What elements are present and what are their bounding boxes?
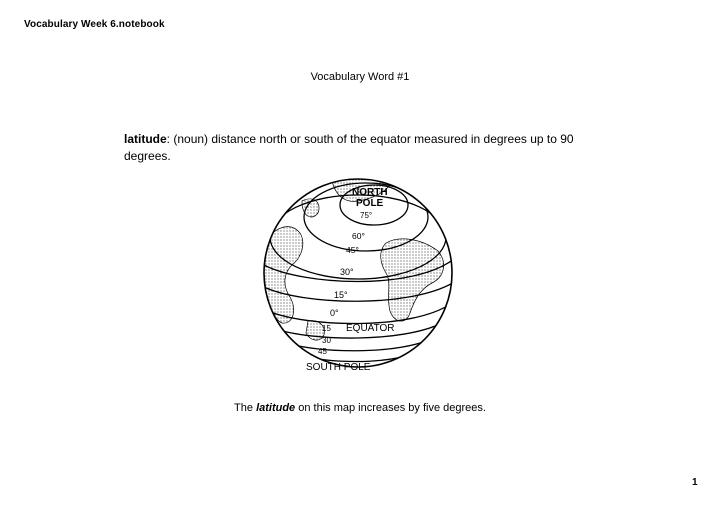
latitude-label-15: 15° [334, 290, 348, 300]
page-number: 1 [692, 477, 698, 488]
definition-term: latitude [124, 132, 167, 146]
document-title: Vocabulary Week 6.notebook [24, 19, 165, 30]
latitude-label-30: 30° [340, 267, 354, 277]
caption-after: on this map increases by five degrees. [295, 402, 486, 414]
definition-separator: : [166, 132, 171, 146]
latitude-label-s30: 30 [322, 336, 331, 345]
globe-svg [262, 173, 462, 381]
latitude-label-45: 45° [346, 245, 359, 255]
latitude-globe-illustration [262, 173, 462, 381]
definition-text [124, 131, 604, 165]
equator-label: EQUATOR [346, 323, 395, 334]
definition-body: (noun) distance north or south of the equator measured in degrees up to 90 degrees. [124, 132, 574, 163]
latitude-label-0: 0° [330, 308, 339, 318]
latitude-label-60: 60° [352, 231, 365, 241]
caption-before: The [234, 402, 257, 414]
latitude-label-s15: 15 [322, 324, 331, 333]
south-pole-label: SOUTH POLE [306, 362, 371, 373]
vocabulary-word-heading: Vocabulary Word #1 [310, 71, 410, 83]
latitude-label-s45: 45 [318, 347, 327, 356]
north-pole-label-line1: NORTH [352, 187, 388, 198]
caption-term: latitude [256, 402, 296, 414]
north-pole-label-line2: POLE [356, 198, 384, 209]
caption-text [0, 402, 720, 414]
latitude-label-75: 75° [360, 211, 373, 220]
